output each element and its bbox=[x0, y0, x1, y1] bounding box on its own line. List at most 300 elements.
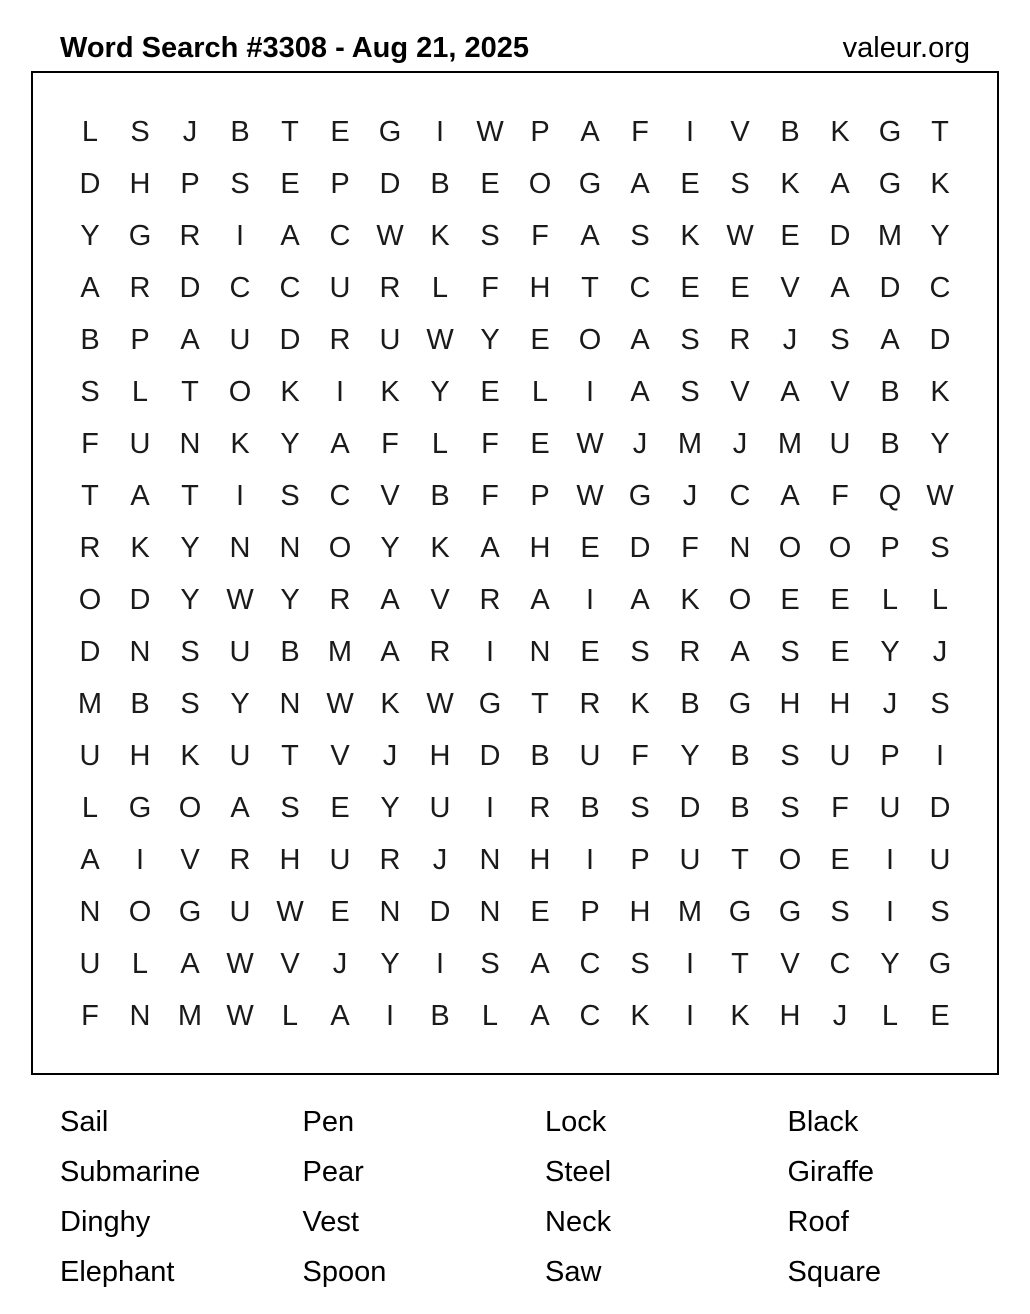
grid-letter[interactable]: Y bbox=[880, 948, 900, 980]
grid-letter[interactable]: C bbox=[729, 480, 751, 512]
grid-letter[interactable]: B bbox=[280, 636, 300, 668]
grid-letter[interactable]: U bbox=[229, 636, 251, 668]
grid-letter[interactable]: Y bbox=[230, 688, 250, 720]
grid-letter[interactable]: I bbox=[485, 792, 495, 824]
grid-letter[interactable]: A bbox=[380, 584, 400, 616]
grid-letter[interactable]: Y bbox=[480, 324, 500, 356]
grid-letter[interactable]: D bbox=[629, 532, 651, 564]
grid-letter[interactable]: F bbox=[481, 428, 499, 460]
grid-letter[interactable]: Y bbox=[180, 584, 200, 616]
grid-letter[interactable]: M bbox=[77, 688, 103, 720]
grid-letter[interactable]: E bbox=[580, 532, 600, 564]
grid-letter[interactable]: K bbox=[730, 1000, 750, 1032]
grid-letter[interactable]: J bbox=[832, 1000, 848, 1032]
grid-letter[interactable]: O bbox=[228, 376, 252, 408]
grid-letter[interactable]: E bbox=[530, 324, 550, 356]
grid-letter[interactable]: I bbox=[885, 844, 895, 876]
grid-letter[interactable]: B bbox=[730, 740, 750, 772]
grid-letter[interactable]: K bbox=[680, 220, 700, 252]
grid-letter[interactable]: H bbox=[629, 896, 651, 928]
grid-letter[interactable]: S bbox=[630, 220, 650, 252]
grid-letter[interactable]: R bbox=[579, 688, 601, 720]
grid-letter[interactable]: S bbox=[630, 636, 650, 668]
grid-letter[interactable]: L bbox=[431, 428, 449, 460]
grid-letter[interactable]: A bbox=[830, 168, 850, 200]
grid-letter[interactable]: B bbox=[730, 792, 750, 824]
grid-letter[interactable]: O bbox=[778, 532, 802, 564]
grid-letter[interactable]: Y bbox=[280, 428, 300, 460]
grid-letter[interactable]: D bbox=[279, 324, 301, 356]
grid-letter[interactable]: N bbox=[379, 896, 401, 928]
grid-letter[interactable]: L bbox=[131, 948, 149, 980]
grid-letter[interactable]: Y bbox=[880, 636, 900, 668]
grid-letter[interactable]: W bbox=[926, 480, 954, 512]
grid-letter[interactable]: Y bbox=[380, 532, 400, 564]
grid-letter[interactable]: J bbox=[382, 740, 398, 772]
grid-letter[interactable]: K bbox=[830, 116, 850, 148]
grid-letter[interactable]: T bbox=[281, 740, 299, 772]
grid-letter[interactable]: M bbox=[327, 636, 353, 668]
grid-letter[interactable]: C bbox=[329, 480, 351, 512]
grid-letter[interactable]: H bbox=[529, 272, 551, 304]
grid-letter[interactable]: F bbox=[681, 532, 699, 564]
grid-letter[interactable]: W bbox=[326, 688, 354, 720]
grid-letter[interactable]: A bbox=[780, 480, 800, 512]
grid-letter[interactable]: E bbox=[930, 1000, 950, 1032]
grid-letter[interactable]: Y bbox=[380, 948, 400, 980]
grid-letter[interactable]: A bbox=[80, 272, 100, 304]
grid-letter[interactable]: D bbox=[829, 220, 851, 252]
grid-letter[interactable]: A bbox=[630, 324, 650, 356]
grid-letter[interactable]: S bbox=[480, 948, 500, 980]
grid-letter[interactable]: L bbox=[881, 1000, 899, 1032]
grid-letter[interactable]: S bbox=[680, 376, 700, 408]
grid-letter[interactable]: B bbox=[130, 688, 150, 720]
grid-letter[interactable]: S bbox=[480, 220, 500, 252]
grid-letter[interactable]: G bbox=[728, 896, 752, 928]
grid-letter[interactable]: T bbox=[181, 376, 199, 408]
grid-letter[interactable]: I bbox=[585, 584, 595, 616]
grid-letter[interactable]: I bbox=[685, 116, 695, 148]
grid-letter[interactable]: Y bbox=[80, 220, 100, 252]
grid-letter[interactable]: B bbox=[430, 480, 450, 512]
grid-letter[interactable]: S bbox=[130, 116, 150, 148]
grid-letter[interactable]: E bbox=[330, 116, 350, 148]
grid-letter[interactable]: S bbox=[930, 532, 950, 564]
grid-letter[interactable]: A bbox=[630, 168, 650, 200]
grid-letter[interactable]: L bbox=[531, 376, 549, 408]
grid-letter[interactable]: S bbox=[630, 948, 650, 980]
grid-letter[interactable]: O bbox=[128, 896, 152, 928]
grid-letter[interactable]: B bbox=[230, 116, 250, 148]
grid-letter[interactable]: I bbox=[435, 948, 445, 980]
grid-letter[interactable]: I bbox=[585, 844, 595, 876]
grid-letter[interactable]: A bbox=[630, 376, 650, 408]
grid-letter[interactable]: N bbox=[129, 636, 151, 668]
grid-letter[interactable]: P bbox=[330, 168, 350, 200]
grid-letter[interactable]: E bbox=[830, 636, 850, 668]
grid-letter[interactable]: C bbox=[579, 948, 601, 980]
grid-letter[interactable]: A bbox=[730, 636, 750, 668]
grid-letter[interactable]: L bbox=[881, 584, 899, 616]
grid-letter[interactable]: U bbox=[929, 844, 951, 876]
grid-letter[interactable]: W bbox=[226, 948, 254, 980]
grid-letter[interactable]: S bbox=[930, 688, 950, 720]
grid-letter[interactable]: S bbox=[830, 896, 850, 928]
grid-letter[interactable]: P bbox=[530, 480, 550, 512]
grid-letter[interactable]: G bbox=[628, 480, 652, 512]
grid-letter[interactable]: C bbox=[579, 1000, 601, 1032]
grid-letter[interactable]: Y bbox=[380, 792, 400, 824]
grid-letter[interactable]: G bbox=[928, 948, 952, 980]
grid-letter[interactable]: P bbox=[880, 740, 900, 772]
grid-letter[interactable]: A bbox=[480, 532, 500, 564]
grid-letter[interactable]: T bbox=[531, 688, 549, 720]
grid-letter[interactable]: K bbox=[380, 688, 400, 720]
grid-letter[interactable]: I bbox=[235, 480, 245, 512]
grid-letter[interactable]: D bbox=[379, 168, 401, 200]
grid-letter[interactable]: H bbox=[529, 532, 551, 564]
grid-letter[interactable]: V bbox=[830, 376, 850, 408]
grid-letter[interactable]: N bbox=[479, 844, 501, 876]
grid-letter[interactable]: N bbox=[729, 532, 751, 564]
grid-letter[interactable]: W bbox=[426, 688, 454, 720]
grid-letter[interactable]: D bbox=[79, 636, 101, 668]
grid-letter[interactable]: F bbox=[831, 480, 849, 512]
grid-letter[interactable]: S bbox=[280, 792, 300, 824]
grid-letter[interactable]: J bbox=[432, 844, 448, 876]
grid-letter[interactable]: E bbox=[480, 376, 500, 408]
grid-letter[interactable]: I bbox=[685, 948, 695, 980]
grid-letter[interactable]: I bbox=[685, 1000, 695, 1032]
grid-letter[interactable]: K bbox=[930, 376, 950, 408]
grid-letter[interactable]: Y bbox=[680, 740, 700, 772]
grid-letter[interactable]: U bbox=[79, 740, 101, 772]
grid-letter[interactable]: A bbox=[830, 272, 850, 304]
grid-letter[interactable]: J bbox=[882, 688, 898, 720]
grid-letter[interactable]: A bbox=[180, 948, 200, 980]
grid-letter[interactable]: D bbox=[929, 324, 951, 356]
grid-letter[interactable]: T bbox=[731, 948, 749, 980]
grid-letter[interactable]: D bbox=[129, 584, 151, 616]
grid-letter[interactable]: G bbox=[728, 688, 752, 720]
grid-letter[interactable]: U bbox=[229, 740, 251, 772]
grid-letter[interactable]: Y bbox=[430, 376, 450, 408]
grid-letter[interactable]: U bbox=[829, 428, 851, 460]
grid-letter[interactable]: K bbox=[280, 376, 300, 408]
grid-letter[interactable]: S bbox=[830, 324, 850, 356]
grid-letter[interactable]: R bbox=[329, 324, 351, 356]
grid-letter[interactable]: L bbox=[931, 584, 949, 616]
grid-letter[interactable]: J bbox=[632, 428, 648, 460]
grid-letter[interactable]: A bbox=[880, 324, 900, 356]
grid-letter[interactable]: G bbox=[578, 168, 602, 200]
grid-letter[interactable]: D bbox=[929, 792, 951, 824]
grid-letter[interactable]: E bbox=[680, 272, 700, 304]
grid-letter[interactable]: E bbox=[830, 844, 850, 876]
grid-letter[interactable]: W bbox=[426, 324, 454, 356]
grid-letter[interactable]: R bbox=[129, 272, 151, 304]
grid-letter[interactable]: M bbox=[677, 896, 703, 928]
grid-letter[interactable]: U bbox=[579, 740, 601, 772]
grid-letter[interactable]: W bbox=[726, 220, 754, 252]
grid-letter[interactable]: O bbox=[828, 532, 852, 564]
grid-letter[interactable]: N bbox=[279, 532, 301, 564]
grid-letter[interactable]: R bbox=[679, 636, 701, 668]
grid-letter[interactable]: A bbox=[530, 948, 550, 980]
grid-letter[interactable]: B bbox=[680, 688, 700, 720]
grid-letter[interactable]: G bbox=[478, 688, 502, 720]
grid-letter[interactable]: V bbox=[330, 740, 350, 772]
grid-letter[interactable]: F bbox=[481, 480, 499, 512]
grid-letter[interactable]: K bbox=[430, 532, 450, 564]
grid-letter[interactable]: F bbox=[481, 272, 499, 304]
grid-letter[interactable]: K bbox=[630, 1000, 650, 1032]
grid-letter[interactable]: G bbox=[878, 116, 902, 148]
grid-letter[interactable]: A bbox=[80, 844, 100, 876]
grid-letter[interactable]: D bbox=[79, 168, 101, 200]
grid-letter[interactable]: B bbox=[780, 116, 800, 148]
grid-letter[interactable]: S bbox=[780, 792, 800, 824]
grid-letter[interactable]: O bbox=[528, 168, 552, 200]
grid-letter[interactable]: I bbox=[935, 740, 945, 772]
grid-letter[interactable]: A bbox=[530, 1000, 550, 1032]
grid-letter[interactable]: O bbox=[778, 844, 802, 876]
grid-letter[interactable]: Y bbox=[930, 428, 950, 460]
grid-letter[interactable]: I bbox=[885, 896, 895, 928]
grid-letter[interactable]: U bbox=[379, 324, 401, 356]
grid-letter[interactable]: S bbox=[80, 376, 100, 408]
grid-letter[interactable]: S bbox=[730, 168, 750, 200]
grid-letter[interactable]: P bbox=[880, 532, 900, 564]
grid-letter[interactable]: E bbox=[780, 220, 800, 252]
grid-letter[interactable]: U bbox=[829, 740, 851, 772]
grid-letter[interactable]: V bbox=[430, 584, 450, 616]
grid-letter[interactable]: U bbox=[229, 324, 251, 356]
grid-letter[interactable]: L bbox=[81, 116, 99, 148]
grid-letter[interactable]: M bbox=[777, 428, 803, 460]
grid-letter[interactable]: I bbox=[235, 220, 245, 252]
grid-letter[interactable]: H bbox=[279, 844, 301, 876]
grid-letter[interactable]: R bbox=[529, 792, 551, 824]
grid-letter[interactable]: Y bbox=[930, 220, 950, 252]
grid-letter[interactable]: K bbox=[630, 688, 650, 720]
grid-letter[interactable]: R bbox=[229, 844, 251, 876]
grid-letter[interactable]: N bbox=[479, 896, 501, 928]
grid-letter[interactable]: B bbox=[880, 428, 900, 460]
grid-letter[interactable]: R bbox=[479, 584, 501, 616]
grid-letter[interactable]: K bbox=[380, 376, 400, 408]
grid-letter[interactable]: E bbox=[330, 792, 350, 824]
grid-letter[interactable]: P bbox=[130, 324, 150, 356]
grid-letter[interactable]: F bbox=[631, 740, 649, 772]
grid-letter[interactable]: O bbox=[328, 532, 352, 564]
grid-letter[interactable]: S bbox=[780, 740, 800, 772]
grid-letter[interactable]: R bbox=[329, 584, 351, 616]
grid-letter[interactable]: Y bbox=[280, 584, 300, 616]
grid-letter[interactable]: T bbox=[81, 480, 99, 512]
grid-letter[interactable]: J bbox=[782, 324, 798, 356]
grid-letter[interactable]: V bbox=[180, 844, 200, 876]
grid-letter[interactable]: K bbox=[780, 168, 800, 200]
grid-letter[interactable]: E bbox=[780, 584, 800, 616]
grid-letter[interactable]: F bbox=[81, 428, 99, 460]
grid-letter[interactable]: A bbox=[180, 324, 200, 356]
grid-letter[interactable]: L bbox=[81, 792, 99, 824]
grid-letter[interactable]: W bbox=[226, 584, 254, 616]
grid-letter[interactable]: V bbox=[730, 376, 750, 408]
grid-letter[interactable]: P bbox=[580, 896, 600, 928]
grid-letter[interactable]: W bbox=[576, 428, 604, 460]
grid-letter[interactable]: A bbox=[580, 220, 600, 252]
grid-letter[interactable]: U bbox=[129, 428, 151, 460]
grid-letter[interactable]: T bbox=[181, 480, 199, 512]
grid-letter[interactable]: E bbox=[530, 428, 550, 460]
grid-letter[interactable]: N bbox=[529, 636, 551, 668]
grid-letter[interactable]: D bbox=[879, 272, 901, 304]
grid-letter[interactable]: H bbox=[129, 740, 151, 772]
grid-letter[interactable]: A bbox=[780, 376, 800, 408]
grid-letter[interactable]: N bbox=[179, 428, 201, 460]
grid-letter[interactable]: U bbox=[679, 844, 701, 876]
grid-letter[interactable]: J bbox=[682, 480, 698, 512]
grid-letter[interactable]: E bbox=[830, 584, 850, 616]
grid-letter[interactable]: U bbox=[879, 792, 901, 824]
grid-letter[interactable]: K bbox=[180, 740, 200, 772]
grid-letter[interactable]: W bbox=[226, 1000, 254, 1032]
grid-letter[interactable]: Q bbox=[878, 480, 902, 512]
grid-letter[interactable]: C bbox=[629, 272, 651, 304]
grid-letter[interactable]: V bbox=[380, 480, 400, 512]
grid-letter[interactable]: H bbox=[129, 168, 151, 200]
grid-letter[interactable]: K bbox=[430, 220, 450, 252]
grid-letter[interactable]: L bbox=[481, 1000, 499, 1032]
grid-letter[interactable]: A bbox=[230, 792, 250, 824]
grid-letter[interactable]: S bbox=[280, 480, 300, 512]
grid-letter[interactable]: G bbox=[128, 792, 152, 824]
grid-letter[interactable]: A bbox=[630, 584, 650, 616]
grid-letter[interactable]: H bbox=[779, 1000, 801, 1032]
grid-letter[interactable]: P bbox=[630, 844, 650, 876]
grid-letter[interactable]: M bbox=[677, 428, 703, 460]
grid-letter[interactable]: N bbox=[129, 1000, 151, 1032]
grid-letter[interactable]: D bbox=[429, 896, 451, 928]
grid-letter[interactable]: R bbox=[429, 636, 451, 668]
grid-letter[interactable]: C bbox=[929, 272, 951, 304]
grid-letter[interactable]: A bbox=[330, 428, 350, 460]
grid-letter[interactable]: N bbox=[279, 688, 301, 720]
grid-letter[interactable]: D bbox=[479, 740, 501, 772]
grid-letter[interactable]: K bbox=[680, 584, 700, 616]
grid-letter[interactable]: A bbox=[530, 584, 550, 616]
grid-letter[interactable]: E bbox=[280, 168, 300, 200]
grid-letter[interactable]: I bbox=[385, 1000, 395, 1032]
grid-letter[interactable]: I bbox=[435, 116, 445, 148]
grid-letter[interactable]: P bbox=[530, 116, 550, 148]
grid-letter[interactable]: F bbox=[81, 1000, 99, 1032]
grid-letter[interactable]: A bbox=[380, 636, 400, 668]
grid-letter[interactable]: R bbox=[729, 324, 751, 356]
grid-letter[interactable]: H bbox=[829, 688, 851, 720]
grid-letter[interactable]: A bbox=[280, 220, 300, 252]
grid-letter[interactable]: V bbox=[730, 116, 750, 148]
grid-letter[interactable]: V bbox=[280, 948, 300, 980]
grid-letter[interactable]: O bbox=[578, 324, 602, 356]
grid-letter[interactable]: I bbox=[485, 636, 495, 668]
grid-letter[interactable]: U bbox=[329, 272, 351, 304]
grid-letter[interactable]: J bbox=[932, 636, 948, 668]
grid-letter[interactable]: M bbox=[177, 1000, 203, 1032]
grid-letter[interactable]: K bbox=[930, 168, 950, 200]
grid-letter[interactable]: U bbox=[79, 948, 101, 980]
grid-letter[interactable]: P bbox=[180, 168, 200, 200]
grid-letter[interactable]: F bbox=[631, 116, 649, 148]
grid-letter[interactable]: W bbox=[276, 896, 304, 928]
grid-letter[interactable]: T bbox=[731, 844, 749, 876]
grid-letter[interactable]: G bbox=[778, 896, 802, 928]
grid-letter[interactable]: T bbox=[281, 116, 299, 148]
grid-letter[interactable]: E bbox=[480, 168, 500, 200]
grid-letter[interactable]: E bbox=[330, 896, 350, 928]
grid-letter[interactable]: A bbox=[130, 480, 150, 512]
grid-letter[interactable]: S bbox=[680, 324, 700, 356]
grid-letter[interactable]: L bbox=[281, 1000, 299, 1032]
grid-letter[interactable]: S bbox=[180, 636, 200, 668]
grid-letter[interactable]: T bbox=[931, 116, 949, 148]
grid-letter[interactable]: F bbox=[831, 792, 849, 824]
grid-letter[interactable]: M bbox=[877, 220, 903, 252]
grid-letter[interactable]: O bbox=[78, 584, 102, 616]
grid-letter[interactable]: D bbox=[679, 792, 701, 824]
grid-letter[interactable]: W bbox=[576, 480, 604, 512]
grid-letter[interactable]: E bbox=[580, 636, 600, 668]
grid-letter[interactable]: D bbox=[179, 272, 201, 304]
grid-letter[interactable]: I bbox=[135, 844, 145, 876]
grid-letter[interactable]: S bbox=[630, 792, 650, 824]
grid-letter[interactable]: E bbox=[730, 272, 750, 304]
grid-letter[interactable]: R bbox=[379, 272, 401, 304]
grid-letter[interactable]: G bbox=[378, 116, 402, 148]
grid-letter[interactable]: E bbox=[530, 896, 550, 928]
grid-letter[interactable]: G bbox=[128, 220, 152, 252]
grid-letter[interactable]: O bbox=[728, 584, 752, 616]
grid-letter[interactable]: S bbox=[930, 896, 950, 928]
grid-letter[interactable]: L bbox=[131, 376, 149, 408]
grid-letter[interactable]: W bbox=[376, 220, 404, 252]
grid-letter[interactable]: J bbox=[332, 948, 348, 980]
grid-letter[interactable]: K bbox=[230, 428, 250, 460]
grid-letter[interactable]: H bbox=[779, 688, 801, 720]
grid-letter[interactable]: F bbox=[381, 428, 399, 460]
grid-letter[interactable]: G bbox=[178, 896, 202, 928]
grid-letter[interactable]: B bbox=[580, 792, 600, 824]
grid-letter[interactable]: U bbox=[329, 844, 351, 876]
grid-letter[interactable]: B bbox=[880, 376, 900, 408]
grid-letter[interactable]: G bbox=[878, 168, 902, 200]
grid-letter[interactable]: B bbox=[530, 740, 550, 772]
grid-letter[interactable]: C bbox=[829, 948, 851, 980]
grid-letter[interactable]: J bbox=[182, 116, 198, 148]
grid-letter[interactable]: I bbox=[585, 376, 595, 408]
grid-letter[interactable]: H bbox=[529, 844, 551, 876]
grid-letter[interactable]: L bbox=[431, 272, 449, 304]
grid-letter[interactable]: S bbox=[180, 688, 200, 720]
grid-letter[interactable]: C bbox=[329, 220, 351, 252]
grid-letter[interactable]: A bbox=[330, 1000, 350, 1032]
grid-letter[interactable]: S bbox=[780, 636, 800, 668]
grid-letter[interactable]: I bbox=[335, 376, 345, 408]
grid-letter[interactable]: U bbox=[229, 896, 251, 928]
